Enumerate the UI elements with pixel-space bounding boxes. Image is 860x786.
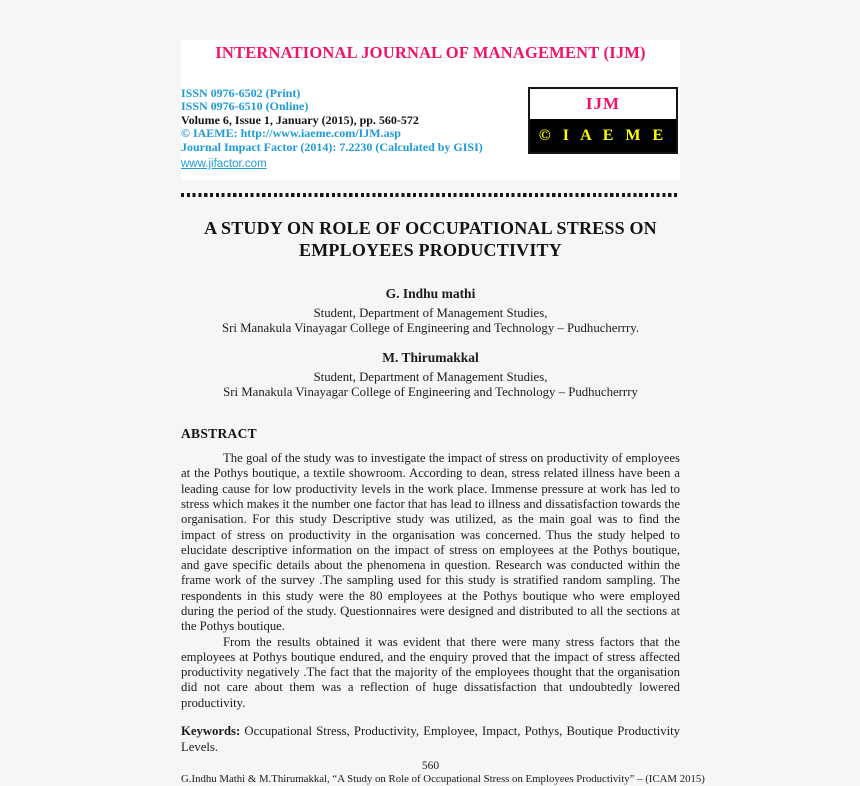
volume-issue-line: Volume 6, Issue 1, January (2015), pp. 560-572 bbox=[181, 112, 419, 127]
author-affiliation-line: Student, Department of Management Studies, bbox=[313, 370, 548, 385]
content-column bbox=[181, 40, 705, 786]
issn-online-line: ISSN 0976-6510 (Online) bbox=[181, 99, 309, 114]
author-name: G. Indhu mathi bbox=[385, 286, 476, 302]
abstract-paragraph-2: From the results obtained it was evident that there were many stress factors that the employees at Pothys boutique endured, and the enquiry proved that the impact of stress affected productivity negatively .The fact that the majority of the employees thought that the organisation did not care about them was a reflection of huge dissatisfaction that undoubtedly lowered productivity. bbox=[181, 634, 680, 710]
running-citation: G.Indhu Mathi & M.Thirumakkal, “A Study on Role of Occupational Stress on Employees Productivity” – (ICAM 2015) bbox=[181, 773, 705, 786]
journal-logo bbox=[528, 87, 678, 154]
abstract-paragraph-1: The goal of the study was to investigate the impact of stress on productivity of employees at the Pothys boutique, a textile showroom. According to dean, stress related illness have been a leading cause for low productivity levels in the work place. Immense pressure at work has led to stress which makes it the number one factor that has lead to illness and dissatisfaction towards the organisation. For this study Descriptive study was utilized, as the main goal was to find the impact of stress on productivity in the organisation was concerned. Thus the study helped to elucidate descriptive information on the impact of stress on employees at the Pothys boutique, and gave specific details about the phenomena in question. Research was conducted within the frame work of the survey .The sampling used for this study is stratified random sampling. The respondents in this study were the 80 employees at the Pothys boutique who were employed during the period of the study. Questionnaires were designed and distributed to all the sections at the Pothys boutique. bbox=[181, 451, 680, 634]
logo-copyright: © I A E M E bbox=[530, 119, 676, 152]
author-block-2 bbox=[181, 350, 680, 400]
author-name: M. Thirumakkal bbox=[382, 350, 479, 366]
author-affiliation-line: Student, Department of Management Studies, bbox=[313, 306, 548, 321]
journal-header bbox=[181, 40, 680, 180]
logo-acronym: IJM bbox=[530, 89, 676, 119]
page-number: 560 bbox=[421, 760, 440, 773]
keywords-text: Occupational Stress, Productivity, Employee, Impact, Pothys, Boutique Productivity Levels. bbox=[181, 724, 680, 754]
page-footer bbox=[181, 760, 705, 786]
journal-name: INTERNATIONAL JOURNAL OF MANAGEMENT (IJM) bbox=[215, 43, 646, 62]
jifactor-link[interactable]: www.jifactor.com bbox=[181, 158, 267, 171]
iaeme-url-line: © IAEME: http://www.iaeme.com/IJM.asp bbox=[181, 126, 401, 141]
journal-info-row bbox=[181, 87, 680, 172]
impact-factor-line: Journal Impact Factor (2014): 7.2230 (Calculated by GISI) bbox=[181, 139, 483, 154]
author-affiliation-line: Sri Manakula Vinayagar College of Engineering and Technology – Pudhucherrry. bbox=[221, 321, 640, 336]
article-title: A STUDY ON ROLE OF OCCUPATIONAL STRESS ON EMPLOYEES PRODUCTIVITY bbox=[204, 218, 657, 260]
issn-print-line: ISSN 0976-6502 (Print) bbox=[181, 86, 301, 100]
journal-info-block bbox=[181, 87, 483, 172]
keywords-line bbox=[181, 724, 680, 755]
keywords-label: Keywords: bbox=[181, 724, 241, 739]
author-block-1 bbox=[181, 286, 680, 336]
abstract-heading: ABSTRACT bbox=[181, 426, 257, 442]
dotted-divider bbox=[181, 193, 680, 197]
author-affiliation-line: Sri Manakula Vinayagar College of Engineering and Technology – Pudhucherrry bbox=[223, 385, 638, 400]
